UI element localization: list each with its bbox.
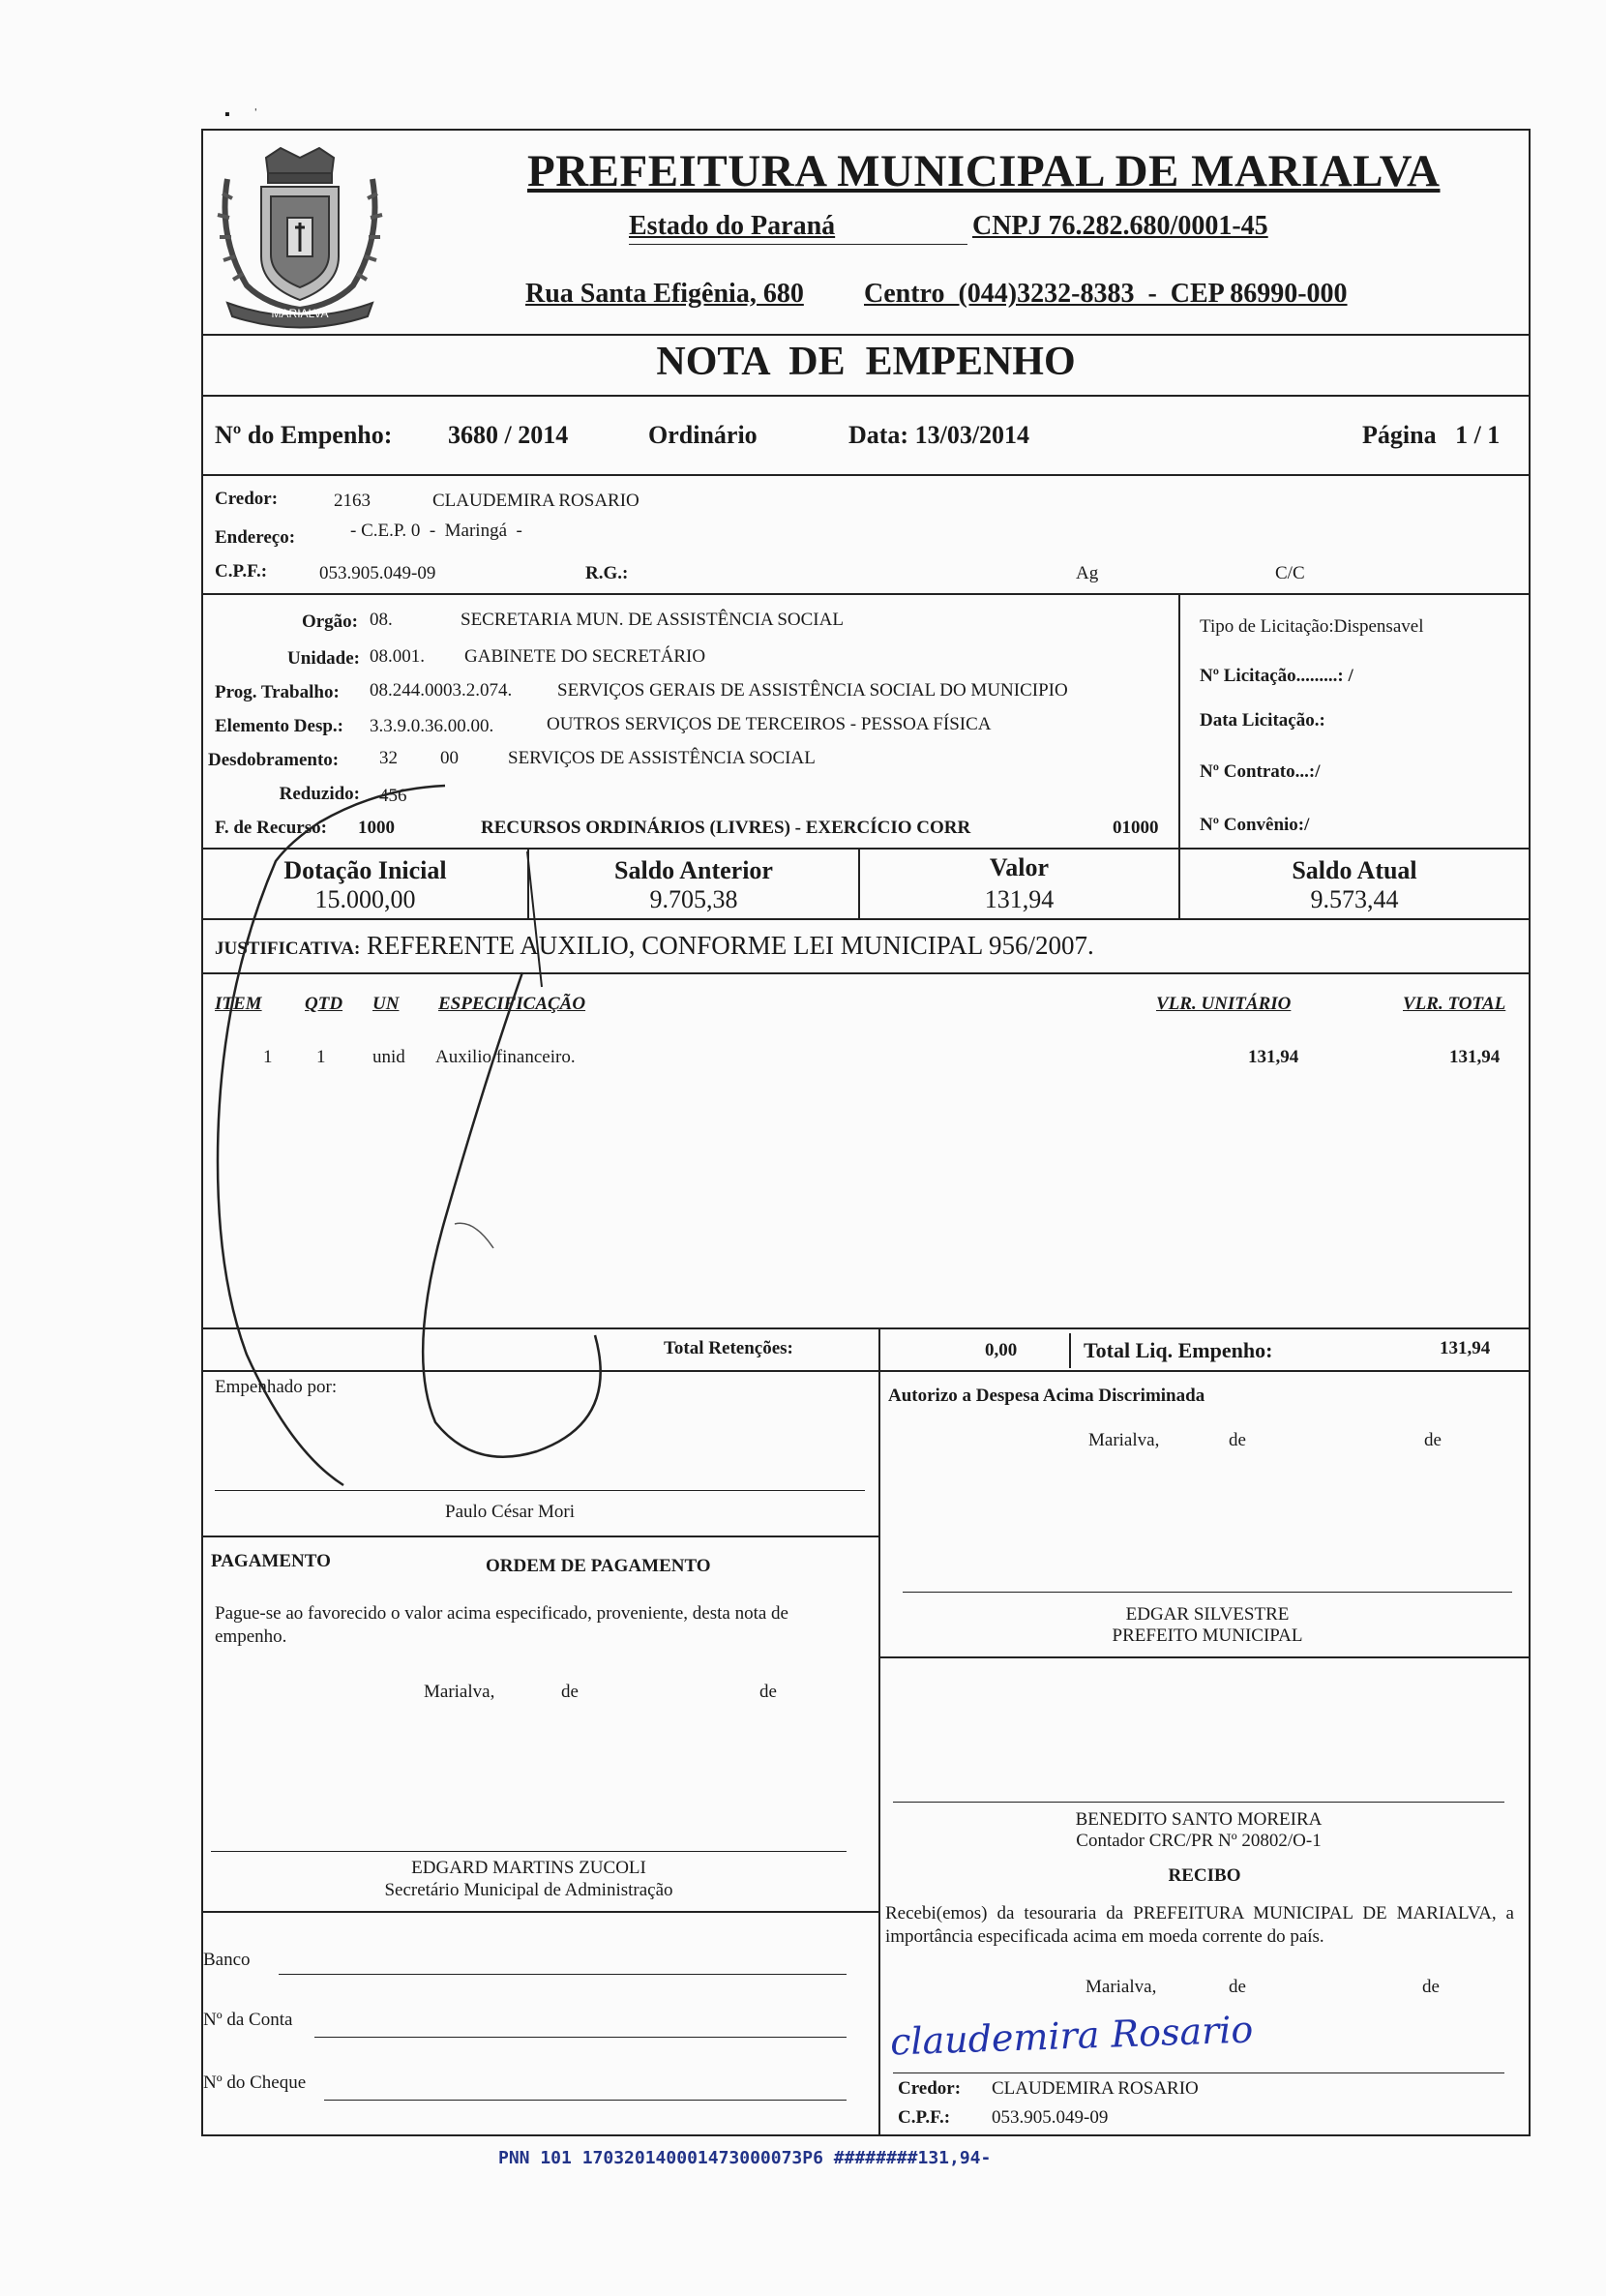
svg-text:MARIALVA: MARIALVA xyxy=(271,307,329,320)
recibo-title: RECIBO xyxy=(1168,1865,1241,1886)
autorizo-de1: de xyxy=(1229,1430,1246,1450)
orgao-desc: SECRETARIA MUN. DE ASSISTÊNCIA SOCIAL xyxy=(461,610,844,630)
page-number: Página 1 / 1 xyxy=(1362,421,1501,449)
endereco-label: Endereço: xyxy=(215,527,296,548)
saldo-atual-value: 9.573,44 xyxy=(1310,885,1399,913)
orgao-code: 08. xyxy=(370,610,393,630)
recurso-label: F. de Recurso: xyxy=(215,818,327,838)
item-un: unid xyxy=(372,1047,405,1067)
ag-label: Ag xyxy=(1076,563,1099,583)
doc-title: NOTA DE EMPENHO xyxy=(656,340,1076,384)
contador-nome: BENEDITO SANTO MOREIRA xyxy=(1075,1809,1323,1830)
empenho-number-label: Nº do Empenho: xyxy=(215,421,393,449)
elemento-code: 3.3.9.0.36.00.00. xyxy=(370,716,494,736)
valor-label: Valor xyxy=(989,853,1050,881)
pagamento-local: Marialva, xyxy=(424,1682,495,1702)
retencoes-value: 0,00 xyxy=(985,1340,1018,1360)
conta-label: Nº da Conta xyxy=(203,2010,293,2030)
credor-code: 2163 xyxy=(334,491,371,511)
justificativa-label: JUSTIFICATIVA: xyxy=(215,939,361,959)
dotacao-inicial-value: 15.000,00 xyxy=(314,885,416,913)
secretario-nome: EDGARD MARTINS ZUCOLI xyxy=(411,1858,646,1878)
justificativa-text: REFERENTE AUXILIO, CONFORME LEI MUNICIPAL 956/2007. xyxy=(367,931,1094,960)
item-qtd: 1 xyxy=(316,1047,326,1067)
cpf-label: C.P.F.: xyxy=(215,561,268,581)
empenhado-nome: Paulo César Mori xyxy=(445,1502,576,1522)
recurso-desc: RECURSOS ORDINÁRIOS (LIVRES) - EXERCÍCIO CORR xyxy=(481,818,971,838)
scan-mark: ▪ ˈ xyxy=(224,106,258,123)
org-title: PREFEITURA MUNICIPAL DE MARIALVA xyxy=(527,146,1441,196)
footer-barcode-text: PNN 101 170320140001473000073P6 ########131,94- xyxy=(498,2148,992,2168)
credor-signature: claudemira Rosario xyxy=(889,2008,1254,2064)
prog-desc: SERVIÇOS GERAIS DE ASSISTÊNCIA SOCIAL DO MUNICIPIO xyxy=(557,680,1068,701)
recibo-de2: de xyxy=(1422,1977,1440,1997)
valor-value: 131,94 xyxy=(984,885,1055,913)
saldo-atual-label: Saldo Atual xyxy=(1292,856,1417,884)
orgao-label: Orgão: xyxy=(301,611,358,632)
autorizo-local: Marialva, xyxy=(1088,1430,1160,1450)
pagamento-texto: Pague-se ao favorecido o valor acima especificado, proveniente, desta nota de empenho. xyxy=(215,1603,788,1647)
tipo-licitacao: Tipo de Licitação:Dispensavel xyxy=(1200,616,1424,637)
numero-contrato: Nº Contrato...:/ xyxy=(1200,761,1321,782)
unidade-label: Unidade: xyxy=(287,648,360,669)
recurso-code: 01000 xyxy=(1113,818,1159,838)
retencoes-label: Total Retenções: xyxy=(664,1338,793,1358)
data-licitacao: Data Licitação.: xyxy=(1200,710,1325,731)
banco-label: Banco xyxy=(203,1950,251,1970)
prog-code: 08.244.0003.2.074. xyxy=(370,680,513,701)
reduzido-value: 456 xyxy=(379,786,407,806)
recibo-credor-nome: CLAUDEMIRA ROSARIO xyxy=(992,2078,1199,2099)
street: Rua Santa Efigênia, 680 xyxy=(525,279,804,309)
pagamento-de1: de xyxy=(561,1682,579,1702)
saldo-anterior-label: Saldo Anterior xyxy=(614,856,773,884)
credor-label: Credor: xyxy=(215,489,279,509)
ordem-pagamento: ORDEM DE PAGAMENTO xyxy=(486,1556,711,1576)
endereco-value: - C.E.P. 0 - Maringá - xyxy=(350,521,522,541)
address-rest: Centro (044)3232-8383 - CEP 86990-000 xyxy=(864,279,1348,309)
col-especificacao: ESPECIFICAÇÃO xyxy=(438,994,586,1014)
recibo-local: Marialva, xyxy=(1086,1977,1157,1997)
item-espec: Auxilio financeiro. xyxy=(435,1047,576,1067)
elemento-desc: OUTROS SERVIÇOS DE TERCEIROS - PESSOA FÍSICA xyxy=(547,714,992,734)
col-qtd: QTD xyxy=(305,994,343,1014)
col-vlr-total: VLR. TOTAL xyxy=(1403,994,1506,1014)
saldo-anterior-value: 9.705,38 xyxy=(649,885,738,913)
recibo-cpf-label: C.P.F.: xyxy=(898,2107,951,2128)
unidade-code: 08.001. xyxy=(370,646,425,667)
cnpj: CNPJ 76.282.680/0001-45 xyxy=(972,211,1268,241)
item-unit: 131,94 xyxy=(1248,1047,1299,1067)
empenho-number: 3680 / 2014 xyxy=(448,421,569,449)
col-un: UN xyxy=(372,994,400,1014)
secretario-cargo: Secretário Municipal de Administração xyxy=(384,1880,673,1900)
numero-convenio: Nº Convênio:/ xyxy=(1200,815,1310,835)
item-total: 131,94 xyxy=(1449,1047,1501,1067)
recibo-cpf-value: 053.905.049-09 xyxy=(992,2107,1109,2128)
autorizo-label: Autorizo a Despesa Acima Discriminada xyxy=(888,1386,1205,1406)
cc-label: C/C xyxy=(1275,563,1305,583)
desdobramento-desc: SERVIÇOS DE ASSISTÊNCIA SOCIAL xyxy=(508,748,816,768)
reduzido-label: Reduzido: xyxy=(279,784,360,804)
elemento-label: Elemento Desp.: xyxy=(215,716,343,736)
unidade-desc: GABINETE DO SECRETÁRIO xyxy=(464,646,706,667)
prefeito-cargo: PREFEITO MUNICIPAL xyxy=(1112,1625,1303,1646)
prog-label: Prog. Trabalho: xyxy=(215,682,340,702)
total-liq-value: 131,94 xyxy=(1440,1338,1491,1358)
rg-label: R.G.: xyxy=(585,563,629,583)
desdobramento-code1: 32 xyxy=(379,748,398,768)
desdobramento-label: Desdobramento: xyxy=(208,750,340,770)
empenho-date: Data: 13/03/2014 xyxy=(848,421,1030,449)
credor-name: CLAUDEMIRA ROSARIO xyxy=(432,491,639,511)
contador-cargo: Contador CRC/PR Nº 20802/O-1 xyxy=(1076,1831,1322,1851)
dotacao-inicial-label: Dotação Inicial xyxy=(283,856,447,884)
prefeito-nome: EDGAR SILVESTRE xyxy=(1125,1604,1290,1625)
item-number: 1 xyxy=(263,1047,273,1067)
cpf-value: 053.905.049-09 xyxy=(319,563,436,583)
empenhado-label: Empenhado por: xyxy=(215,1377,338,1397)
pagamento-de2: de xyxy=(759,1682,777,1702)
state-name: Estado do Paraná xyxy=(629,211,836,241)
numero-licitacao: Nº Licitação.........: / xyxy=(1200,666,1353,686)
col-vlr-unitario: VLR. UNITÁRIO xyxy=(1156,994,1292,1014)
recibo-de1: de xyxy=(1229,1977,1246,1997)
cheque-label: Nº do Cheque xyxy=(203,2072,307,2093)
autorizo-de2: de xyxy=(1424,1430,1442,1450)
recurso-value: 1000 xyxy=(358,818,395,838)
recibo-credor-label: Credor: xyxy=(898,2078,962,2099)
desdobramento-code2: 00 xyxy=(440,748,459,768)
recibo-texto: Recebi(emos) da tesouraria da PREFEITURA MUNICIPAL DE MARIALVA, a importância especificada acima em moeda corrente do país. xyxy=(885,1903,1514,1947)
col-item: ITEM xyxy=(215,994,262,1014)
pagamento-label: PAGAMENTO xyxy=(211,1551,331,1571)
empenho-type: Ordinário xyxy=(648,421,758,449)
total-liq-label: Total Liq. Empenho: xyxy=(1084,1338,1273,1362)
